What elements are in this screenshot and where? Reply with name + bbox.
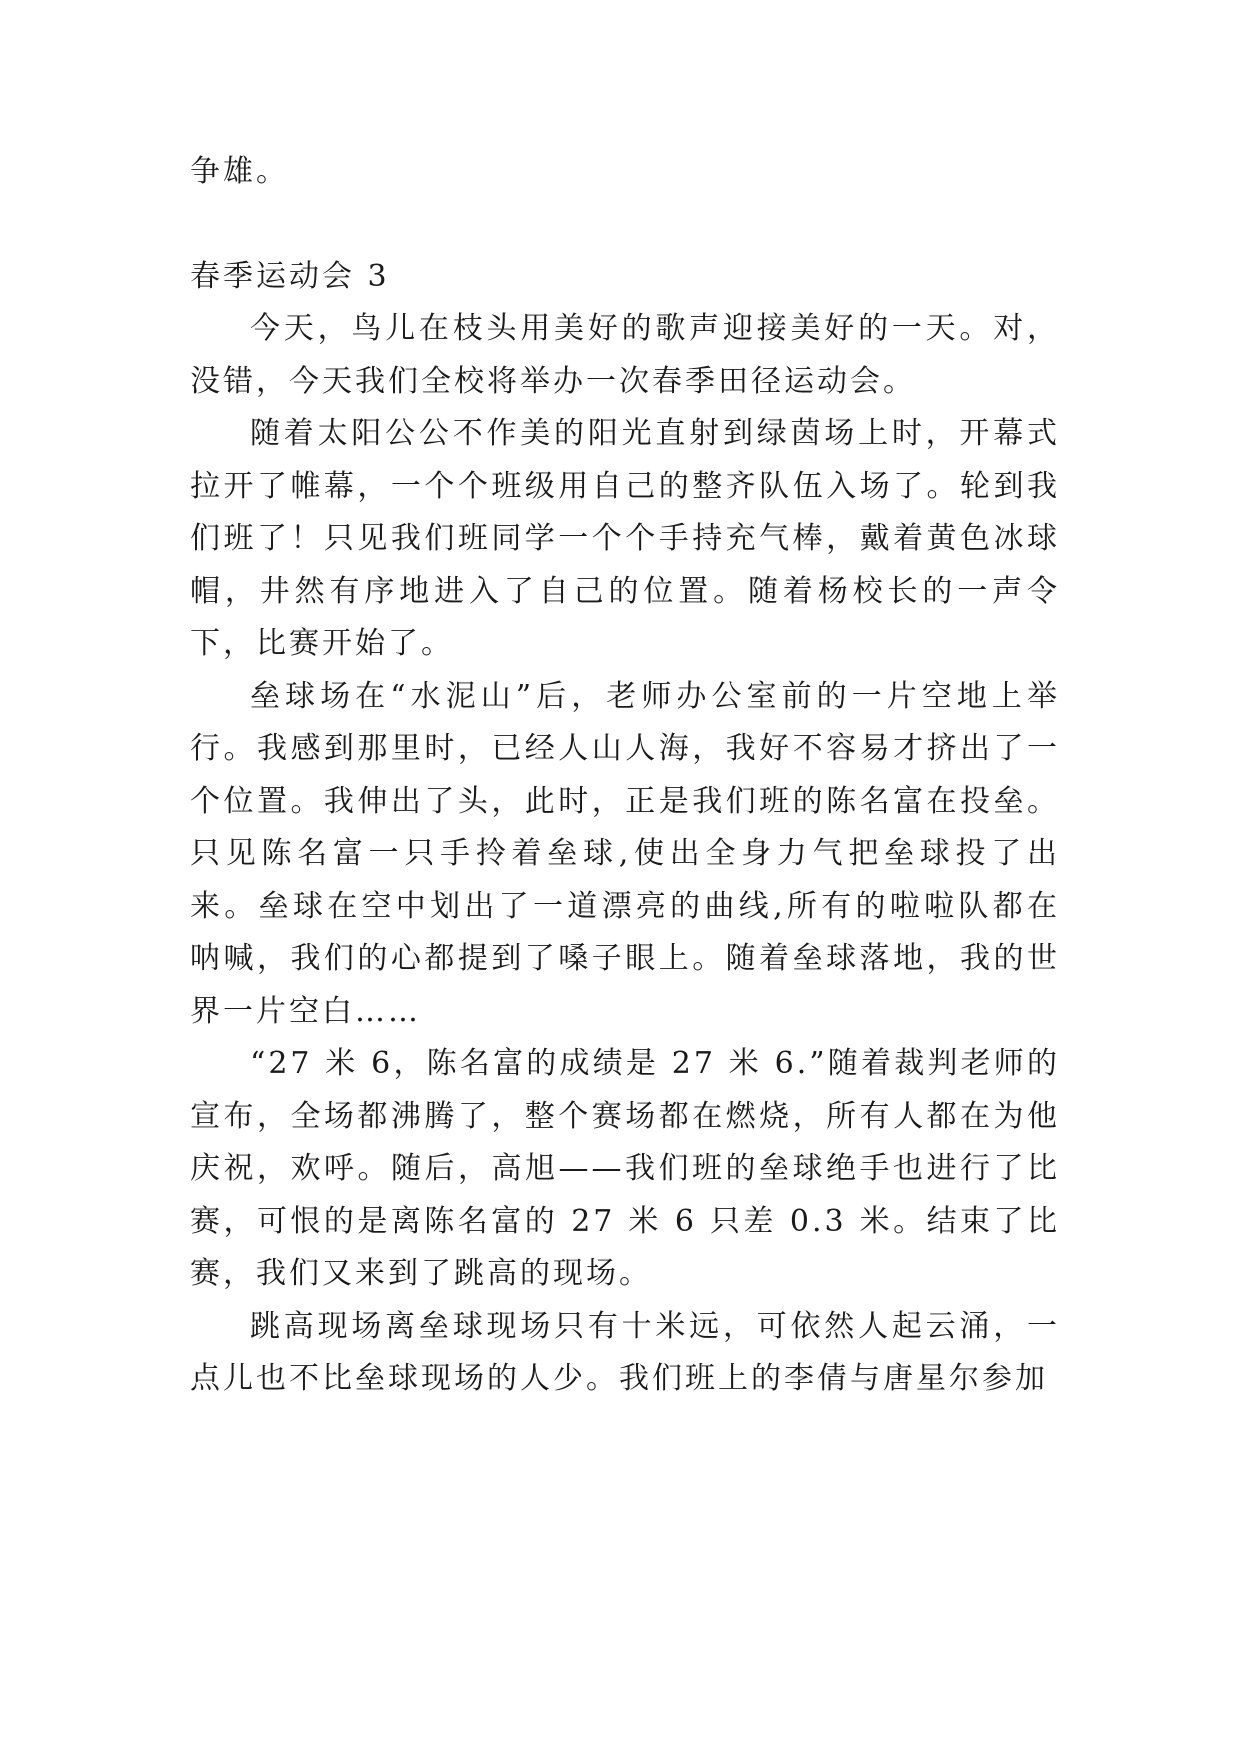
paragraph-2: 随着太阳公公不作美的阳光直射到绿茵场上时，开幕式拉开了帷幕，一个个班级用自己的整齐队伍入场了。轮到我们班了！只见我们班同学一个个手持充气棒，戴着黄色冰球帽，井然有序地进入了自己的位置。随着杨校长的一声令下，比赛开始了。 — [190, 416, 1060, 661]
paragraph-3: 垒球场在“水泥山”后，老师办公室前的一片空地上举行。我感到那里时，已经人山人海，我好不容易才挤出了一个位置。我伸出了头，此时，正是我们班的陈名富在投垒。只见陈名富一只手拎着垒球,使出全身力气把垒球投了出来。垒球在空中划出了一道漂亮的曲线,所有的啦啦队都在呐喊，我们的心都提到了嗓子眼上。随着垒球落地，我的世界一片空白…… — [190, 678, 1060, 1029]
paragraph-spacer — [190, 199, 1060, 251]
paragraph-1: 今天，鸟儿在枝头用美好的歌声迎接美好的一天。对，没错，今天我们全校将举办一次春季田径运动会。 — [190, 311, 1060, 399]
continuation-text: 争雄。 — [190, 154, 289, 189]
paragraph-5: 跳高现场离垒球现场只有十米远，可依然人起云涌，一点儿也不比垒球现场的人少。我们班上的李倩与唐星尔参加 — [190, 1308, 1060, 1396]
section-heading: 春季运动会 3 — [190, 258, 390, 294]
document-page — [190, 146, 1060, 1406]
paragraph-4: “27 米 6，陈名富的成绩是 27 米 6.”随着裁判老师的宣布，全场都沸腾了，整个赛场都在燃烧，所有人都在为他庆祝，欢呼。随后，高旭——我们班的垒球绝手也进行了比赛，可恨的是离陈名富的 27 米 6 只差 0.3 米。结束了比赛，我们又来到了跳高的现场。 — [190, 1046, 1060, 1291]
